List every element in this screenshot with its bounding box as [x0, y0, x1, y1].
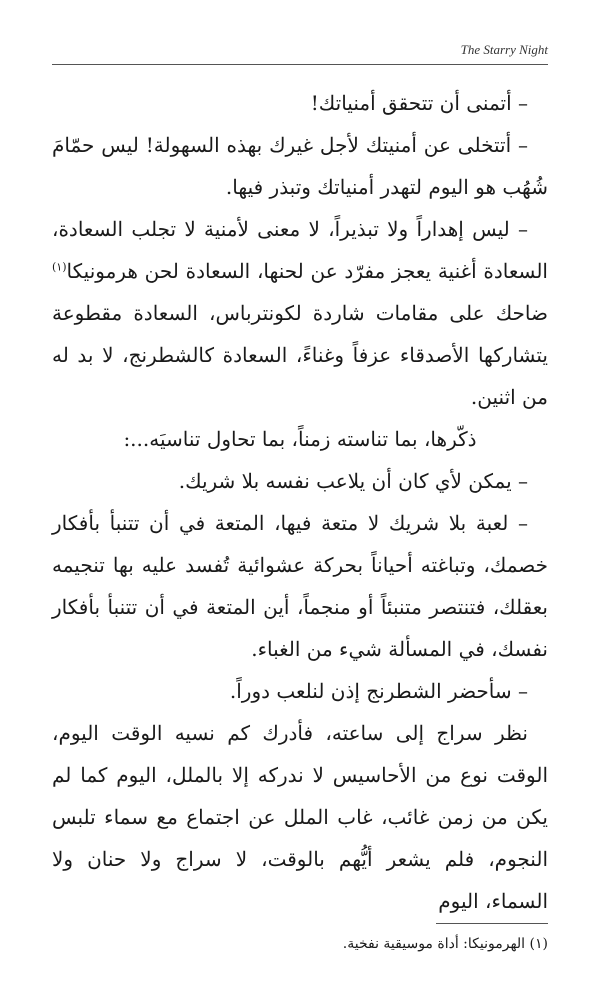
header-divider [52, 64, 548, 65]
narration-paragraph: نظر سراج إلى ساعته، فأدرك كم نسيه الوقت اليوم، الوقت نوع من الأحاسيس لا ندركه إلا بالملل، اليوم كما لم يكن من زمن غائب، غاب الملل عن اجتماع مع سماء تلبس النجوم، فلم يشعر أيُّهم بالوقت، لا سراج ولا حنان ولا السماء، اليوم [52, 721, 548, 913]
dialogue-paragraph: – أتمنى أن تتحقق أمنياتك! [310, 91, 528, 115]
dialogue-paragraph-with-footnote [52, 208, 548, 418]
dialogue-paragraph: – أتتخلى عن أمنيتك لأجل غيرك بهذه السهولة! ليس حمّامَ شُهُب هو اليوم لتهدر أمنياتك وتبذر فيها. [52, 133, 548, 199]
dialogue-paragraph: – يمكن لأي كان أن يلاعب نفسه بلا شريك. [178, 469, 528, 493]
footnote-divider [436, 923, 548, 924]
running-head-title: The Starry Night [460, 42, 548, 57]
paragraph-text: – ليس إهداراً ولا تبذيراً، لا معنى لأمنية لا تجلب السعادة، السعادة أغنية يعجز مفرّد عن لحنها، السعادة لحن هرمونيكا [52, 217, 548, 283]
footnote-text: الهرمونيكا: أداة موسيقية نفخية. [342, 936, 526, 952]
dialogue-paragraph: – سأحضر الشطرنج إذن لنلعب دوراً. [229, 679, 528, 703]
dialogue-paragraph: – لعبة بلا شريك لا متعة فيها، المتعة في أن تتنبأ بأفكار خصمك، وتباغته أحياناً بحركة عشوائية تُفسد عليه بها تنجيمه بعقلك، فتنتصر متنبئاً أو منجماً، أين المتعة في أن تتنبأ بأفكار نفسك، في المسألة شيء من الغباء. [52, 511, 548, 661]
narration-paragraph: ذكّرها، بما تناسته زمناً، بما تحاول تناسيَه...: [123, 427, 477, 451]
paragraph-text-continued: ضاحك على مقامات شاردة لكونترباس، السعادة مقطوعة يتشاركها الأصدقاء عزفاً وغناءً، السعادة كالشطرنج، لا بد له من اثنين. [52, 301, 548, 409]
footnote-marker: (١) [529, 936, 548, 952]
footnote-reference: (١) [52, 260, 67, 274]
page-body [52, 82, 548, 922]
footnote [52, 934, 548, 954]
